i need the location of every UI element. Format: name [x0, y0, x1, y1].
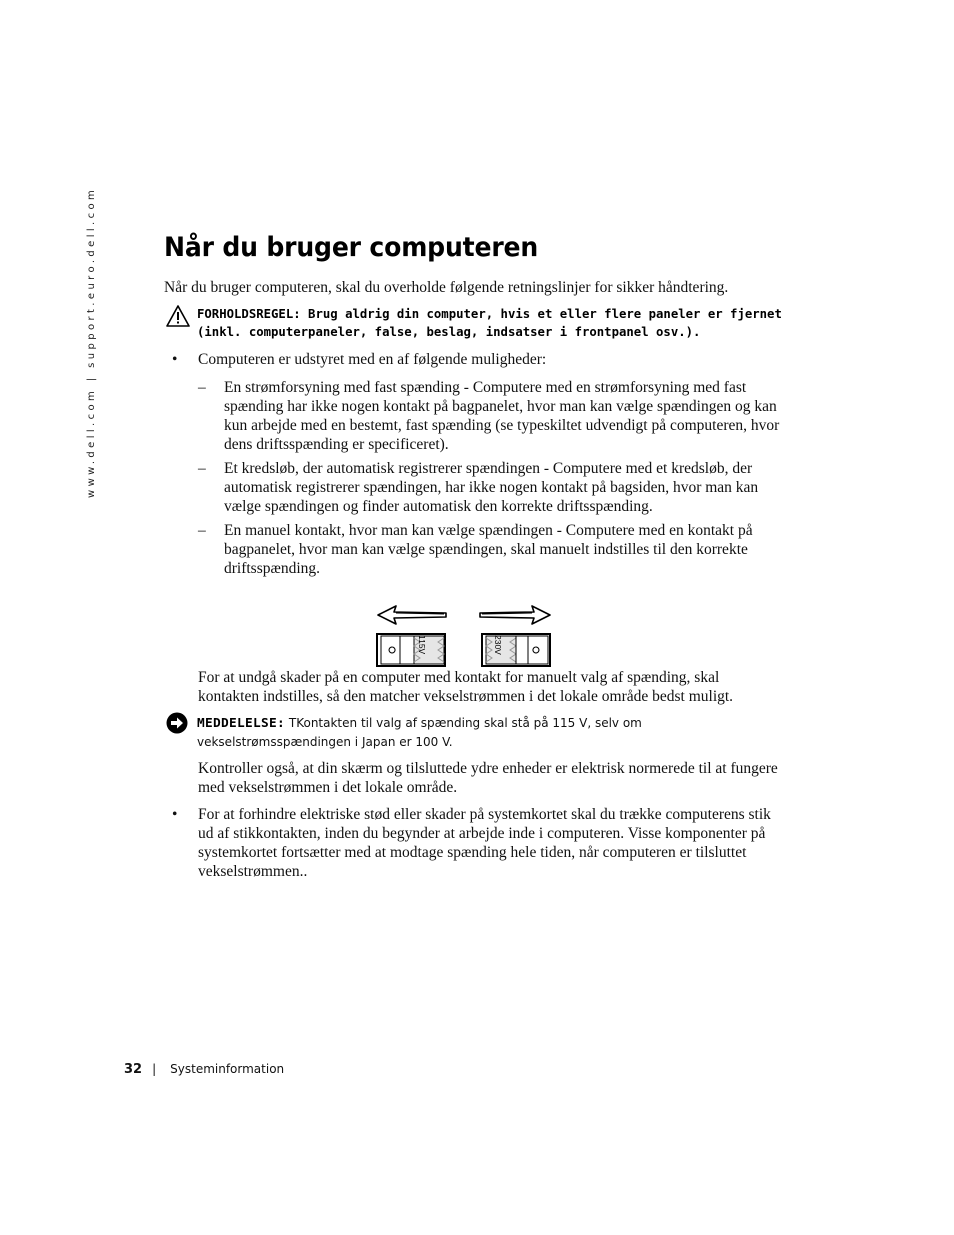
subitem-text: En strømforsyning med fast spænding - Computere med en strømforsyning med fast spænding har ikke nogen kontakt på bagpanelet, hvor man kan vælge spændingen og kan kun arbejde med en bestemt, fast spænding (se typeskiltet udvendigt på computeren, hvor dens driftsspænding er specificeret).	[224, 379, 780, 453]
voltage-switch-figure	[374, 602, 554, 668]
page-title: Når du bruger computeren	[164, 232, 539, 263]
footer-section: Systeminformation	[170, 1062, 285, 1076]
switch-label-230: 230V	[493, 635, 503, 655]
bullet-marker: •	[172, 806, 178, 823]
footer-separator: |	[152, 1062, 157, 1076]
notice-label: MEDDELELSE:	[197, 716, 286, 731]
switch-115-icon	[377, 634, 445, 666]
page-number: 32	[124, 1062, 143, 1077]
switch-230-icon	[482, 634, 550, 666]
subitem-marker: –	[198, 460, 206, 477]
bullet-text: Computeren er udstyret med en af følgende muligheder:	[198, 351, 547, 368]
bullet-text: For at forhindre elektriske stød eller skader på systemkortet skal du trække computerens stik ud af stikkontakten, inden du begynder at arbejde inde i computeren. Visse komponenter på systemkortet fortsætter med at modtage spænding hele tiden, når computeren er tilsluttet vekselstrømmen..	[198, 806, 771, 880]
subitem-marker: –	[198, 522, 206, 539]
notice-text	[197, 714, 757, 751]
after-figure-text: For at undgå skader på en computer med kontakt for manuelt valg af spænding, skal kontakten indstilles, så den matcher vekselstrømmen i det lokale område bedst muligt.	[198, 669, 734, 705]
subitem-text: En manuel kontakt, hvor man kan vælge spændingen - Computere med en kontakt på bagpanelet, hvor man kan vælge spændingen, skal manuelt indstilles til den korrekte driftsspænding.	[224, 522, 753, 577]
warning-triangle-icon	[166, 305, 190, 327]
subitem-marker: –	[198, 379, 206, 396]
notice-body: TKontakten til valg af spænding skal stå på 115 V, selv om vekselstrømsspændingen i Japan er 100 V.	[197, 716, 642, 749]
intro-text: Når du bruger computeren, skal du overholde følgende retningslinjer for sikker håndtering.	[164, 279, 729, 296]
notice-arrow-icon	[166, 712, 188, 734]
page-footer	[124, 1062, 284, 1077]
subitem-text: Et kredsløb, der automatisk registrerer spændingen - Computere med et kredsløb, der automatisk registrerer spændingen, har ikke nogen kontakt på bagsiden, hvor man kan vælge spændingen og finder automatisk den korrekte driftsspænding.	[224, 460, 759, 515]
arrow-right-icon	[480, 606, 550, 624]
after-note-text: Kontroller også, at din skærm og tilsluttede ydre enheder er elektrisk normerede til at fungere med vekselstrømmen i det lokale område.	[198, 760, 778, 796]
caution-text: FORHOLDSREGEL: Brug aldrig din computer, hvis et eller flere paneler er fjernet (inkl. computerpaneler, false, beslag, indsatser i frontpanel osv.).	[197, 307, 782, 339]
arrow-left-icon	[378, 606, 446, 624]
sidebar-url-text: www.dell.com | support.euro.dell.com	[86, 186, 97, 498]
bullet-marker: •	[172, 351, 178, 368]
switch-label-115: 115V	[417, 635, 427, 655]
